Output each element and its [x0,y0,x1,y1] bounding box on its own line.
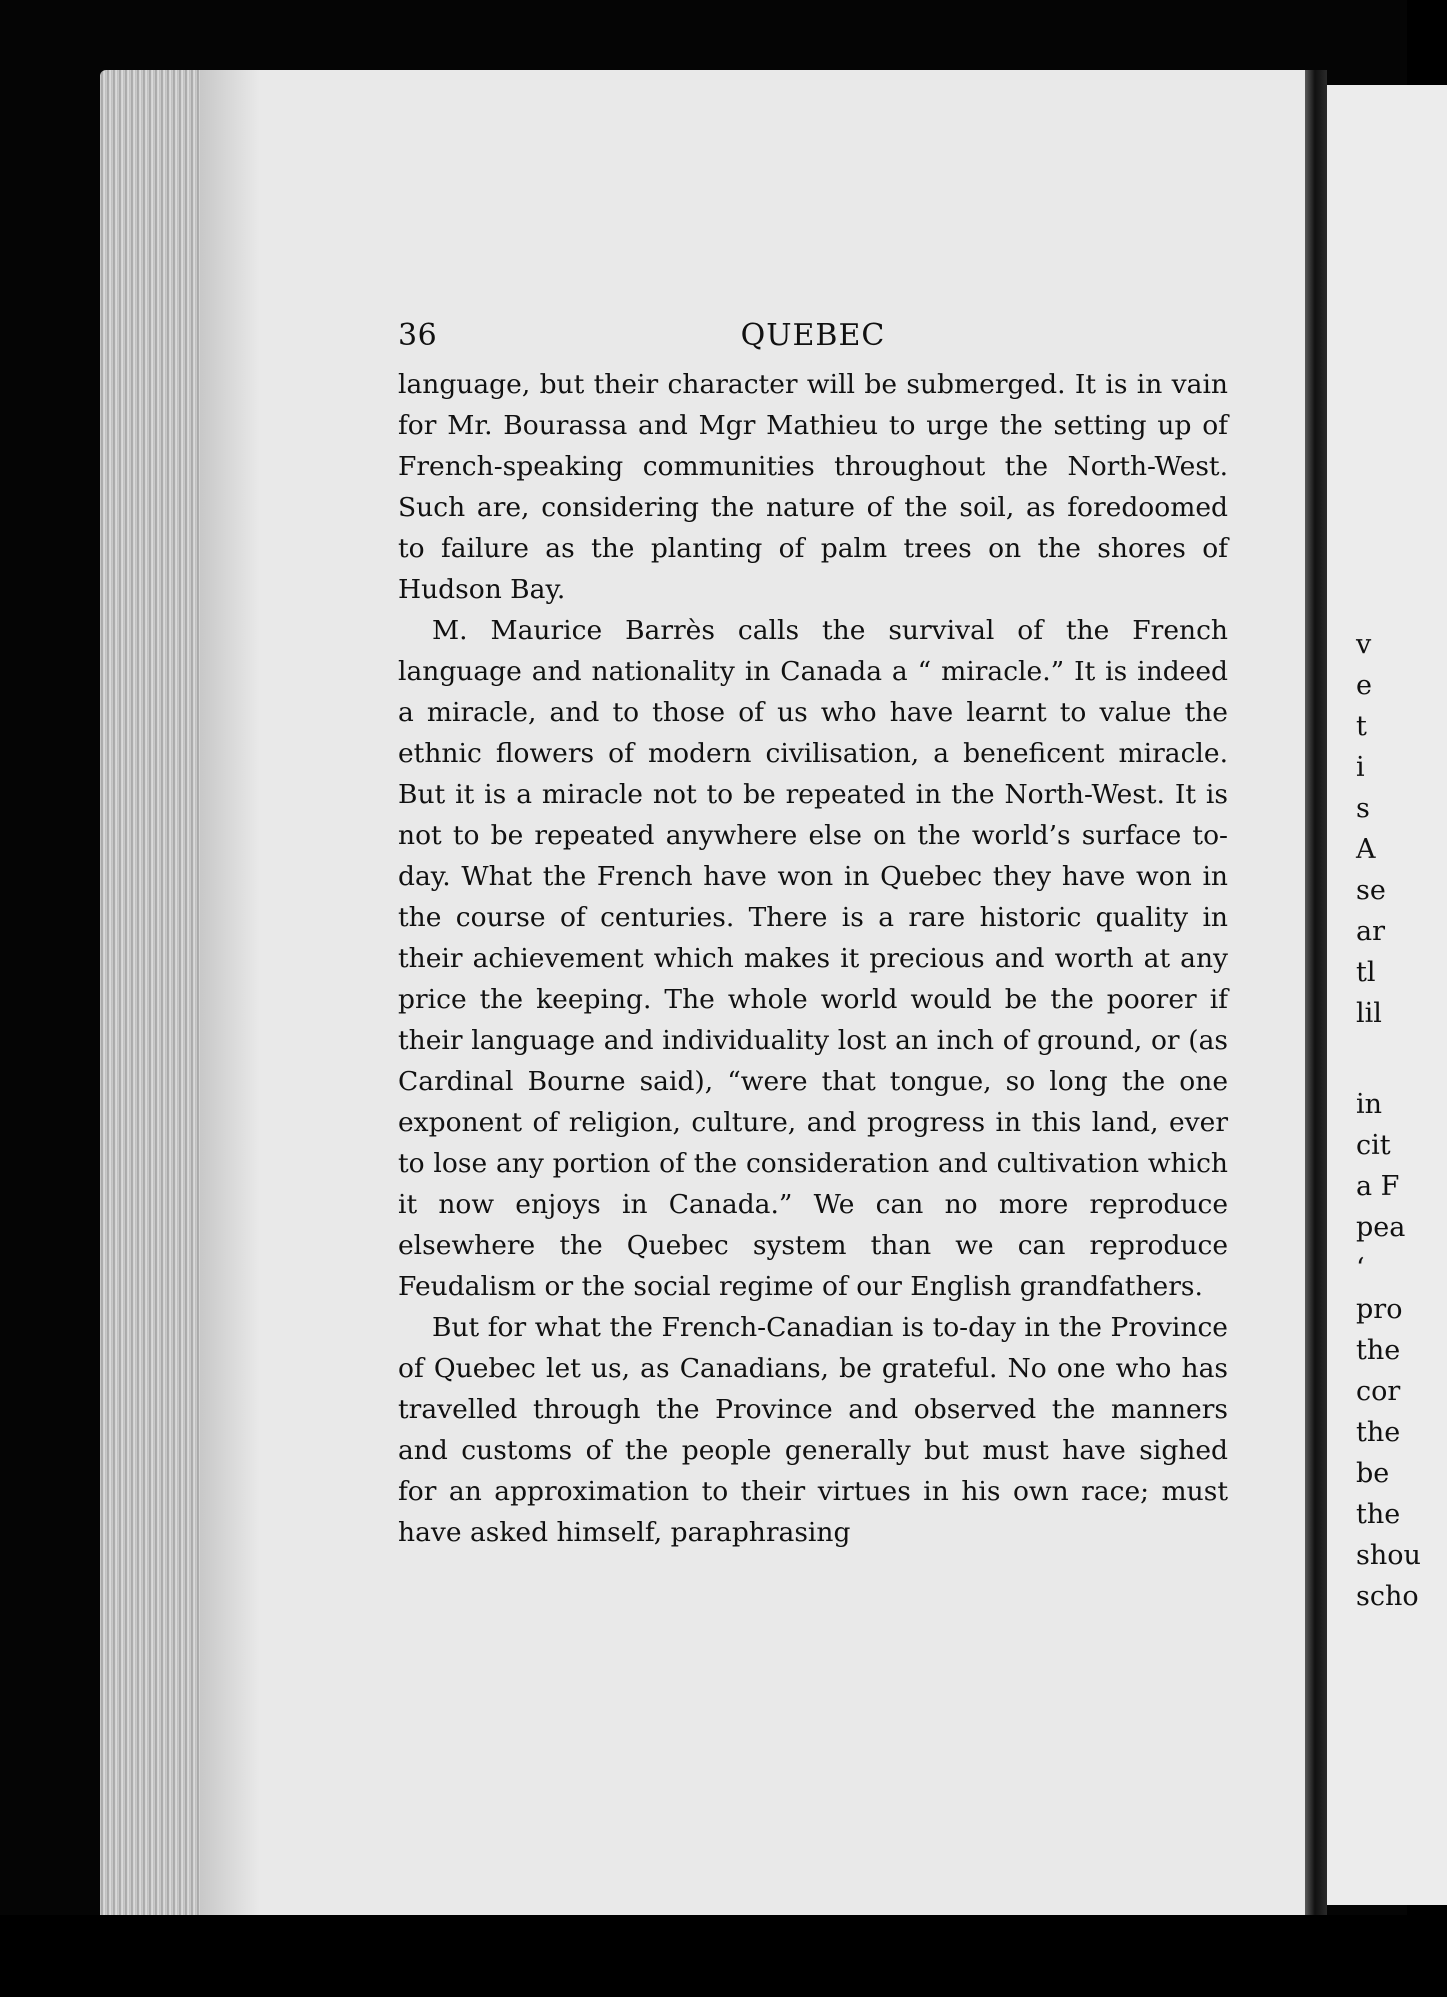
fragment-line: v [1356,629,1372,660]
scan-bottom-shadow [0,1915,1407,1997]
fragment-line: A [1356,834,1376,865]
fragment-line: cor [1356,1376,1401,1407]
paragraph: But for what the French-Canadian is to-day in the Province of Quebec let us, as Canadians, be grateful. No one who has travelled through the Province and observed the manners and customs of the people generally but must have sighed for an approximation to their virtues in his own race; must have asked himself, paraphrasing [398,1312,1228,1548]
fragment-line: the [1356,1335,1401,1366]
page-number: 36 [398,318,438,353]
page-text [398,318,1228,1553]
fragment-line: the [1356,1499,1401,1530]
fragment-line: se [1356,875,1386,906]
book-gutter [1305,70,1327,1925]
fragment-line: scho [1356,1581,1419,1612]
fragment-line: ar [1356,916,1386,947]
fragment-line: shou [1356,1540,1421,1571]
page-header [398,318,1228,364]
fragment-line: t [1356,711,1367,742]
fragment-line: e [1356,670,1372,701]
fragment-line: i [1356,752,1365,783]
fragment-line: tl [1356,957,1376,988]
fragment-line: pro [1356,1294,1403,1325]
facing-page-text-fragments [1356,624,1421,1617]
paragraph: M. Maurice Barrès calls the survival of the French language and nationality in Canada a “ miracle.” It is indeed a miracle, and to those of us who have learnt to value the ethnic flowers of modern civilisation, a beneficent miracle. But it is a miracle not to be repeated in the North-West. It is not to be repeated anywhere else on the world’s surface to-day. What the French have won in Quebec they have won in the course of centuries. There is a rare historic quality in their achievement which makes it precious and worth at any price the keeping. The whole world would be the poorer if their language and individuality lost an inch of ground, or (as Cardinal Bourne said), “were that tongue, so long the one exponent of religion, culture, and progress in this land, ever to lose any portion of the consideration and cultivation which it now enjoys in Canada.” We can no more reproduce elsewhere the Quebec system than we can reproduce Feudalism or the social regime of our English grandfathers. [398,615,1228,1302]
fragment-line: cit [1356,1130,1391,1161]
fragment-line: be [1356,1458,1390,1489]
fragment-line: pea [1356,1212,1406,1243]
paragraph: language, but their character will be submerged. It is in vain for Mr. Bourassa and Mgr Mathieu to urge the setting up of French-speaking communities throughout the North-West. Such are, considering the nature of the soil, as foredoomed to failure as the planting of palm trees on the shores of Hudson Bay. [398,369,1228,605]
fragment-line: the [1356,1417,1401,1448]
fragment-line: lil [1356,998,1382,1029]
fragment-line: s [1356,793,1370,824]
fragment-line: ‘ [1356,1253,1365,1284]
fragment-gap [1356,1034,1416,1084]
running-head: QUEBEC [740,318,886,353]
fragment-line: a F [1356,1171,1400,1202]
fragment-line: in [1356,1089,1383,1120]
